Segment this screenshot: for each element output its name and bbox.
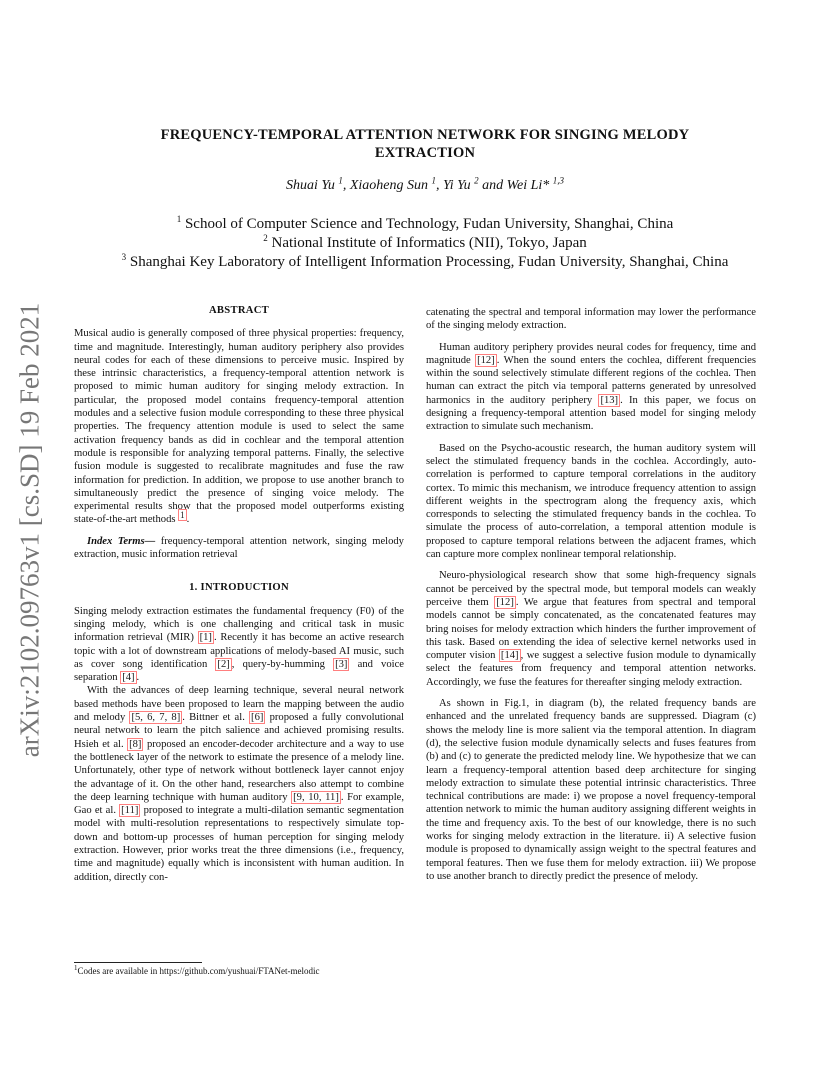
author-affil-mark: 2 — [474, 175, 479, 186]
footnote — [74, 966, 414, 977]
affil-mark: 3 — [121, 252, 127, 262]
intro-paragraph-1: Singing melody extraction estimates the fundamental frequency (F0) of the singing melody, which is one challenging and critical task in music information retrieval (MIR) [1] . Recently it has become an active research topic with a lot of downstream applications of melody-based AI music, such as cover song identification [2] , query-by-humming [3] and voice separation [4] . — [74, 605, 404, 684]
intro-heading: 1. INTRODUCTION — [189, 582, 289, 594]
paper-title — [100, 126, 750, 162]
author-affil-mark: 1 — [338, 175, 343, 186]
right-paragraph-1: Human auditory periphery provides neural codes for frequency, time and magnitude [12] . When the sound enters the cochlea, different frequencies within the sound selectively stimulate different regions of the cochlea. Then human can extract the pitch via temporal patterns generated by unresolved harmonics in the auditory periphery [13] . In this paper, we focus on designing a frequency-temporal attention based model for singing melody extraction to simulate such mechanism. — [426, 341, 756, 433]
footnote-text[interactable]: Codes are available in https://github.com/yushuai/FTANet-melodic — [77, 966, 320, 976]
arxiv-identifier — [8, 290, 52, 770]
right-paragraph-3: Neuro-physiological research show that some high-frequency signals cannot be perceived by the spectral mode, but temporal models can weakly perceive them [12] . We argue that features from spectral and temporal models cannot be simply concatenated, as the concatenated features may bring noises for melody extraction which hinders the further improvement of this task. Based on extending the idea of selective kernel networks used in computer vision [14] , we suggest a selective fusion module to dynamically select the features from frequency and temporal attention networks. Accordingly, we fuse the features for thereafter singing melody extraction. — [426, 570, 757, 688]
citation-link[interactable]: [4] — [122, 672, 135, 684]
arxiv-id-text: arXiv:2102.09763v1 [cs.SD] 19 Feb 2021 — [14, 302, 45, 758]
citation-link[interactable]: [8] — [129, 738, 142, 750]
author-separator: , — [436, 178, 443, 193]
citation-link[interactable]: [12] — [496, 596, 514, 608]
citation-link[interactable]: [12] — [477, 354, 495, 366]
affiliation — [60, 215, 790, 234]
footnote-mark: 1 — [74, 964, 78, 972]
author: Yi Yu — [443, 178, 471, 193]
abstract-text: Musical audio is generally composed of three physical properties: frequency, time and magnitude. Interestingly, human auditory periphery also provides neural codes for each of these dimensions to perceive music. Inspired by these intrinsic characteristics, a frequency-temporal attention network is proposed to mimic human auditory for singing melody extraction. In particular, the proposed model contains frequency-temporal attention modules and a selective fusion module corresponding to these three physical properties. The frequency attention module is used to select the same activation frequency bands as did in cochlear and the temporal attention module is responsible for analyzing temporal patterns. Finally, the selective fusion module is suggested to recalibrate magnitudes and fuse the raw information for prediction. In addition, we propose to use another branch to simultaneously predict the presence of singing voice melody. The experimental results show that the proposed model outperforms existing state-of-the-art methods — [74, 328, 404, 526]
affil-text: School of Computer Science and Technology, Fudan University, Shanghai, China — [184, 216, 674, 232]
affil-mark: 2 — [263, 233, 268, 243]
abstract-body: Musical audio is generally composed of three physical properties: frequency, time and magnitude. Interestingly, human auditory periphery also provides neural codes for each of these dimensions to perceive music. Inspired by these intrinsic characteristics, a frequency-temporal attention network is proposed to mimic human auditory for singing melody extraction. In particular, the proposed model contains frequency-temporal attention modules and a selective fusion module corresponding to these three physical properties. The frequency attention module is used to select the same activation frequency bands as did in cochlear and the temporal attention module is responsible for analyzing temporal patterns. Finally, the selective fusion module is suggested to recalibrate magnitudes and fuse the raw information for prediction. In addition, we propose to use another branch to simultaneously predict the presence of singing voice melody. The experimental results show that the proposed model outperforms existing state-of-the-art methods $^1$ . — [74, 328, 404, 526]
index-terms-label: Index Terms— — [87, 535, 156, 547]
right-paragraph-0: catenating the spectral and temporal information may lower the performance of the singing melody extraction. — [426, 307, 756, 332]
citation-link[interactable]: [3] — [335, 658, 348, 670]
affil-mark: 1 — [176, 214, 182, 224]
right-paragraph-4: As shown in Fig.1, in diagram (b), the related frequency bands are enhanced and the unrelated frequency bands are suppressed. Diagram (c) shows the melody line is more salient via the temporal attention. In diagram (d), the selective fusion module dynamically selects and fuses features from (b) and (c) to generate the predicted melody line. We hypothesize that we can learn a frequency-temporal attention based deep architecture for singing melody extraction to simulate these potential intrinsic characteristics. Three technical contributions are made: i) we propose a novel frequency-temporal attention network to mimic the human auditory assigning different weights in the time and frequency axis. To the best of our knowledge, there is no such works for singing melody extraction in the literature. ii) A selective fusion module is proposed to dynamically assign weight to the spectral features and temporal features. Then we fuse them for melody extraction. iii) We propose to use another branch to directly predict the presence of melody. — [426, 698, 756, 882]
citation-link[interactable]: [9, 10, 11] — [293, 791, 339, 803]
footnote-link[interactable]: 1 — [180, 509, 185, 520]
citation-link[interactable]: [5, 6, 7, 8] — [131, 712, 181, 724]
citation-link[interactable]: [13] — [600, 394, 619, 406]
affiliation — [60, 253, 790, 272]
index-terms-text: frequency-temporal attention network, singing melody extraction, music information retrieval — [74, 535, 404, 561]
author-and: and — [478, 178, 507, 193]
abstract-heading: ABSTRACT — [208, 305, 270, 316]
title-line-1: FREQUENCY-TEMPORAL ATTENTION NETWORK FOR SINGING MELODY — [160, 127, 690, 143]
citation-link[interactable]: [6] — [251, 712, 264, 724]
intro-paragraph-2: With the advances of deep learning technique, several neural network based methods have been proposed to learn the mapping between the audio and melody [5, 6, 7, 8] . Bittner et al. [6] proposed a fully convolutional neural network to learn the pitch salience and achieved promising results. Hsieh et al. [8] proposed an encoder-decoder architecture and a way to use the bottleneck layer of the network to estimate the presence of a melody line. Unfortunately, other type of network without bottleneck layer cannot enjoy the advantage of it. On the other hand, researchers also attempt to combine the deep learning technique with human auditory [9, 10, 11] . For example, Gao et al. [11] proposed to integrate a multi-dilation semantic segmentation model with multi-resolution representations to respectively simulate top-down and bottom-up processes of human perception for singing melody extraction. However, prior works treat the three dimensions (i.e., frequency, time and magnitude) equally which is inconsistent with human audition. In addition, directly con- — [74, 685, 404, 883]
citation-link[interactable]: [2] — [217, 658, 230, 670]
citation-link[interactable]: [14] — [500, 650, 519, 662]
citation-link[interactable]: [1] — [199, 632, 212, 644]
title-line-2: EXTRACTION — [374, 145, 476, 161]
author-list — [100, 175, 750, 194]
left-column — [74, 304, 404, 892]
affil-text: Shanghai Key Laboratory of Intelligent Information Processing, Fudan University, Shanghai, China — [129, 254, 729, 270]
footnote-rule — [74, 962, 202, 963]
author: Xiaoheng Sun — [349, 178, 428, 193]
author: Wei Li* — [506, 178, 550, 193]
affiliations — [60, 215, 790, 272]
right-paragraph-2: Based on the Psycho-acoustic research, the human auditory system will select the stimulated frequency bands in the cochlea. Accordingly, auto-correlation is performed to capture temporal correlations in the auditory cortex. To mimic this mechanism, we introduce frequency attention to assign different weights in the spectrogram along the frequency axis, which corresponds to selecting the stimulated frequency bands in the cochlea. To simulate the process of auto-correlation, a temporal attention module is proposed to capture temporal relations between the adjacent frames, which can capture more complex nonlinear temporal relationship. — [426, 442, 756, 561]
citation-link[interactable]: [11] — [121, 805, 139, 817]
affiliation — [60, 234, 790, 253]
affil-text: National Institute of Informatics (NII), Tokyo, Japan — [271, 235, 587, 251]
right-column — [426, 306, 756, 891]
author-affil-mark: 1,3 — [552, 175, 565, 186]
author: Shuai Yu — [285, 178, 335, 193]
index-terms — [74, 535, 404, 562]
author-affil-mark: 1 — [431, 175, 436, 186]
author-separator: , — [342, 178, 350, 193]
